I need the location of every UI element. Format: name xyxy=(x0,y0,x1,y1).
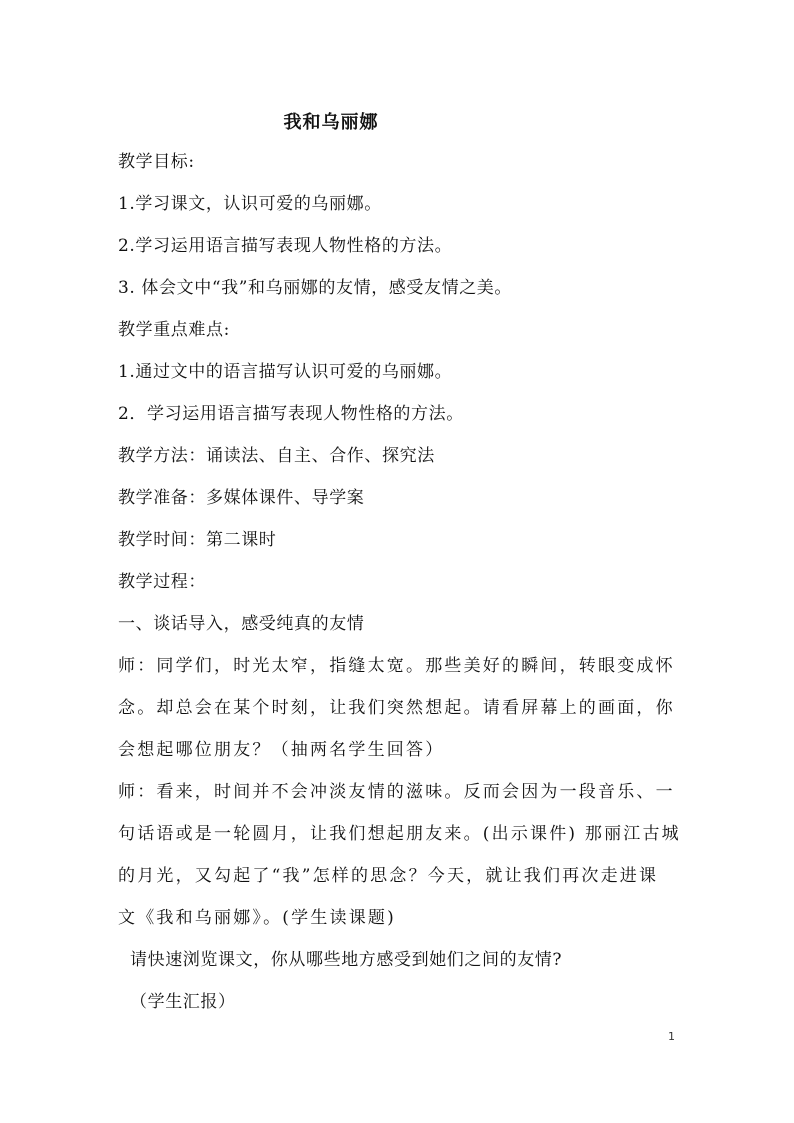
paragraph-line: 的月光，又勾起了“我”怎样的思念？今天，就让我们再次走进课 xyxy=(118,866,659,886)
objective-item-1: 1.学习课文，认识可爱的乌丽娜。 xyxy=(118,194,382,214)
section-heading-objectives: 教学目标: xyxy=(118,152,195,172)
section-heading-process: 教学过程： xyxy=(118,572,206,592)
teaching-preparation: 教学准备：多媒体课件、导学案 xyxy=(118,488,365,508)
section-heading-key-points: 教学重点难点: xyxy=(118,320,230,340)
teaching-methods: 教学方法：诵读法、自主、合作、探究法 xyxy=(118,446,435,466)
paragraph-line: 文《我和乌丽娜》。(学生读课题) xyxy=(118,908,396,928)
objective-item-2: 2.学习运用语言描写表现人物性格的方法。 xyxy=(118,236,453,256)
paragraph-line: 会想起哪位朋友？（抽两名学生回答） xyxy=(118,740,445,760)
key-point-item-2: 2．学习运用语言描写表现人物性格的方法。 xyxy=(118,404,464,424)
paragraph-line: 句话语或是一轮圆月，让我们想起朋友来。(出示课件) 那丽江古城 xyxy=(118,824,681,844)
document-title: 我和乌丽娜 xyxy=(283,112,379,133)
key-point-item-1: 1.通过文中的语言描写认识可爱的乌丽娜。 xyxy=(118,362,453,382)
objective-item-3: 3. 体会文中“我”和乌丽娜的友情，感受友情之美。 xyxy=(118,278,513,298)
paragraph-line: 师：同学们，时光太窄，指缝太宽。那些美好的瞬间，转眼变成怀 xyxy=(118,656,675,676)
indented-line: 请快速浏览课文，你从哪些地方感受到她们之间的友情? xyxy=(130,950,563,970)
paragraph-line: 念。却总会在某个时刻，让我们突然想起。请看屏幕上的画面，你 xyxy=(118,698,675,718)
paragraph-line: 师：看来，时间并不会冲淡友情的滋味。反而会因为一段音乐、一 xyxy=(118,782,675,802)
page-number: 1 xyxy=(668,1030,675,1043)
process-step-1-heading: 一、谈话导入，感受纯真的友情 xyxy=(118,614,365,634)
indented-line: （学生汇报） xyxy=(130,992,236,1012)
teaching-time: 教学时间：第二课时 xyxy=(118,530,277,550)
